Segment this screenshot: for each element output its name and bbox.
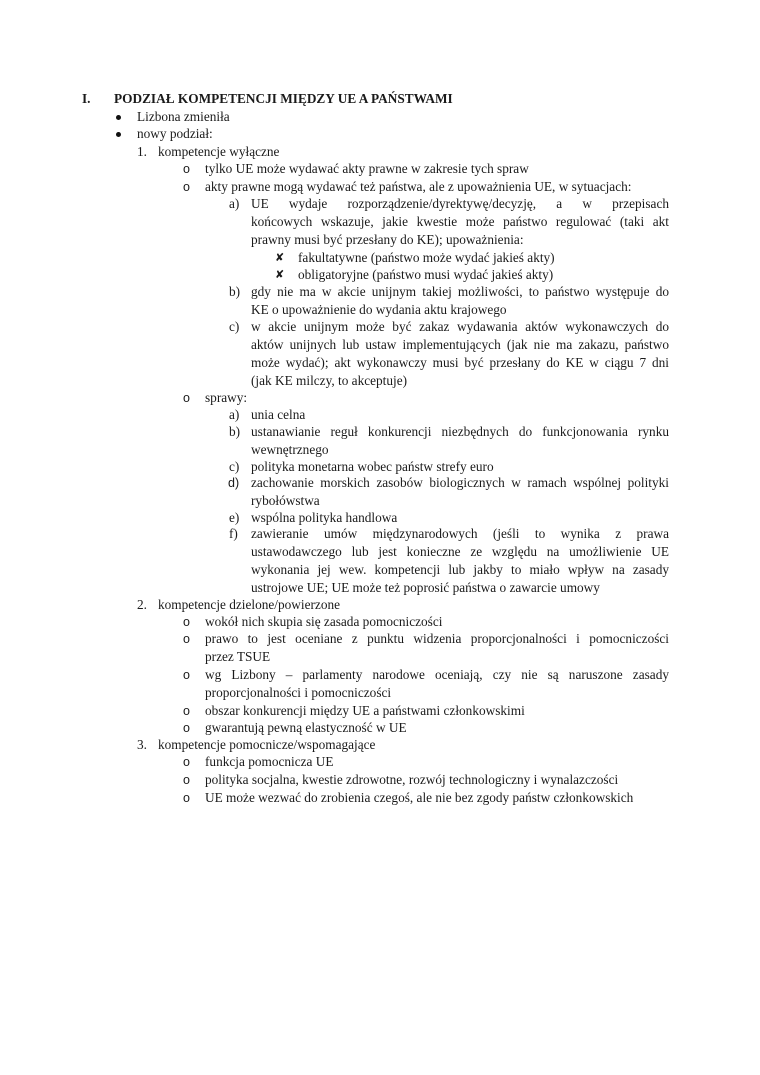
sub-item-line: prawny musi być przesłany do KE); upoważnienia: [251,232,524,247]
sub-item-line: ustrojowe UE; UE może też poprosić państwa o zawarcie umowy [251,580,600,595]
sub-item-line: gdy nie ma w akcie unijnym takiej możliwości, to państwo występuje do [251,284,669,299]
list-item: funkcja pomocnicza UE [205,754,334,769]
list-item: UE może wezwać do zrobienia czegoś, ale nie bez zgody państw członkowskich [205,790,634,805]
sub-item-line: w akcie unijnym może być zakaz wydawania aktów wykonawczych do [251,319,669,334]
sub-item-line: rybołówstwa [251,493,320,508]
sub-item-line: wykonania jej wew. kompetencji lub jakby to miało wpływ na zasady [251,562,669,577]
sub-item-line: UE wydaje rozporządzenie/dyrektywę/decyzję, a w przepisach [251,196,669,211]
section-title: PODZIAŁ KOMPETENCJI MIĘDZY UE A PAŃSTWAMI [114,91,453,106]
sub-item-marker: a) [229,196,240,211]
sub-item-line: ustanawianie reguł konkurencji niezbędnych do funkcjonowania rynku [251,424,669,439]
sub-item-line: polityka monetarna wobec państw strefy euro [251,459,494,474]
circle-bullet-icon: o [183,668,190,682]
sub-item-marker: c) [229,319,240,334]
bullet-item: Lizbona zmieniła [137,109,230,124]
list-item: wg Lizbony – parlamenty narodowe oceniają, czy nie są naruszone zasady [205,667,669,682]
list-item: polityka socjalna, kwestie zdrowotne, rozwój technologiczny i wynalazczości [205,772,619,787]
group-number: 1. [137,144,147,159]
group-number: 3. [137,737,147,752]
circle-bullet-icon: o [183,391,190,405]
sub-item-marker: f) [229,526,238,541]
circle-bullet-icon: o [183,755,190,769]
sub-item-line: końcowych wskazuje, jakie kwestie może państwo regulować (taki akt [251,214,669,229]
sub-item-line: ustawodawczego lub jest konieczne ze względu na umożliwienie UE [251,544,669,559]
sub-item-line: zawieranie umów międzynarodowych (jeśli to wynika z prawa [251,526,669,541]
sub-item-marker: d) [228,476,240,490]
circle-bullet-icon: o [183,791,190,805]
sub-item-marker: e) [229,510,240,525]
list-item-line: proporcjonalności i pomocniczości [205,685,392,700]
list-item: tylko UE może wydawać akty prawne w zakresie tych spraw [205,161,529,176]
cross-bullet-icon: ✘ [275,269,285,281]
sub-item-line: unia celna [251,407,306,422]
list-item: wokół nich skupia się zasada pomocniczości [205,614,443,629]
sub-item-line: aktów unijnych lub ustaw implementujących (jak nie ma zakazu, państwo [251,337,669,352]
sub-item-marker: b) [229,284,241,299]
list-item-line: przez TSUE [205,649,271,664]
bullet-item: nowy podział: [137,126,213,141]
sub-item-line: zachowanie morskich zasobów biologicznych w ramach wspólnej polityki [251,475,669,490]
group-number: 2. [137,597,147,612]
circle-bullet-icon: o [183,162,190,176]
sub-item-marker: c) [229,459,240,474]
sub-item-line: wspólna polityka handlowa [251,510,398,525]
cross-bullet-icon: ✘ [275,252,285,264]
check-item: obligatoryjne (państwo musi wydać jakieś akty) [298,267,554,282]
circle-bullet-icon: o [183,721,190,735]
sub-item-marker: b) [229,424,241,439]
check-item: fakultatywne (państwo może wydać jakieś akty) [298,250,555,265]
circle-bullet-icon: o [183,773,190,787]
list-item: akty prawne mogą wydawać też państwa, ale z upoważnienia UE, w sytuacjach: [205,179,632,194]
sub-item-line: (jak KE milczy, to akceptuje) [251,373,408,388]
list-item: gwarantują pewną elastyczność w UE [205,720,407,735]
bullet-icon [116,132,121,137]
list-item: sprawy: [205,390,248,405]
sub-item-line: może wydać); akt wykonawczy musi być przesłany do KE w ciągu 7 dni [251,355,669,370]
group-title: kompetencje pomocnicze/wspomagające [158,737,376,752]
circle-bullet-icon: o [183,632,190,646]
sub-item-line: wewnętrznego [251,442,329,457]
circle-bullet-icon: o [183,704,190,718]
circle-bullet-icon: o [183,615,190,629]
sub-item-line: KE o upoważnienie do wydania aktu krajowego [251,302,507,317]
section-number: I. [82,91,91,106]
list-item: obszar konkurencji między UE a państwami członkowskimi [205,703,525,718]
circle-bullet-icon: o [183,180,190,194]
sub-item-marker: a) [229,407,240,422]
bullet-icon [116,115,121,120]
group-title: kompetencje dzielone/powierzone [158,597,341,612]
list-item: prawo to jest oceniane z punktu widzenia proporcjonalności i pomocniczości [205,631,669,646]
group-title: kompetencje wyłączne [158,144,280,159]
